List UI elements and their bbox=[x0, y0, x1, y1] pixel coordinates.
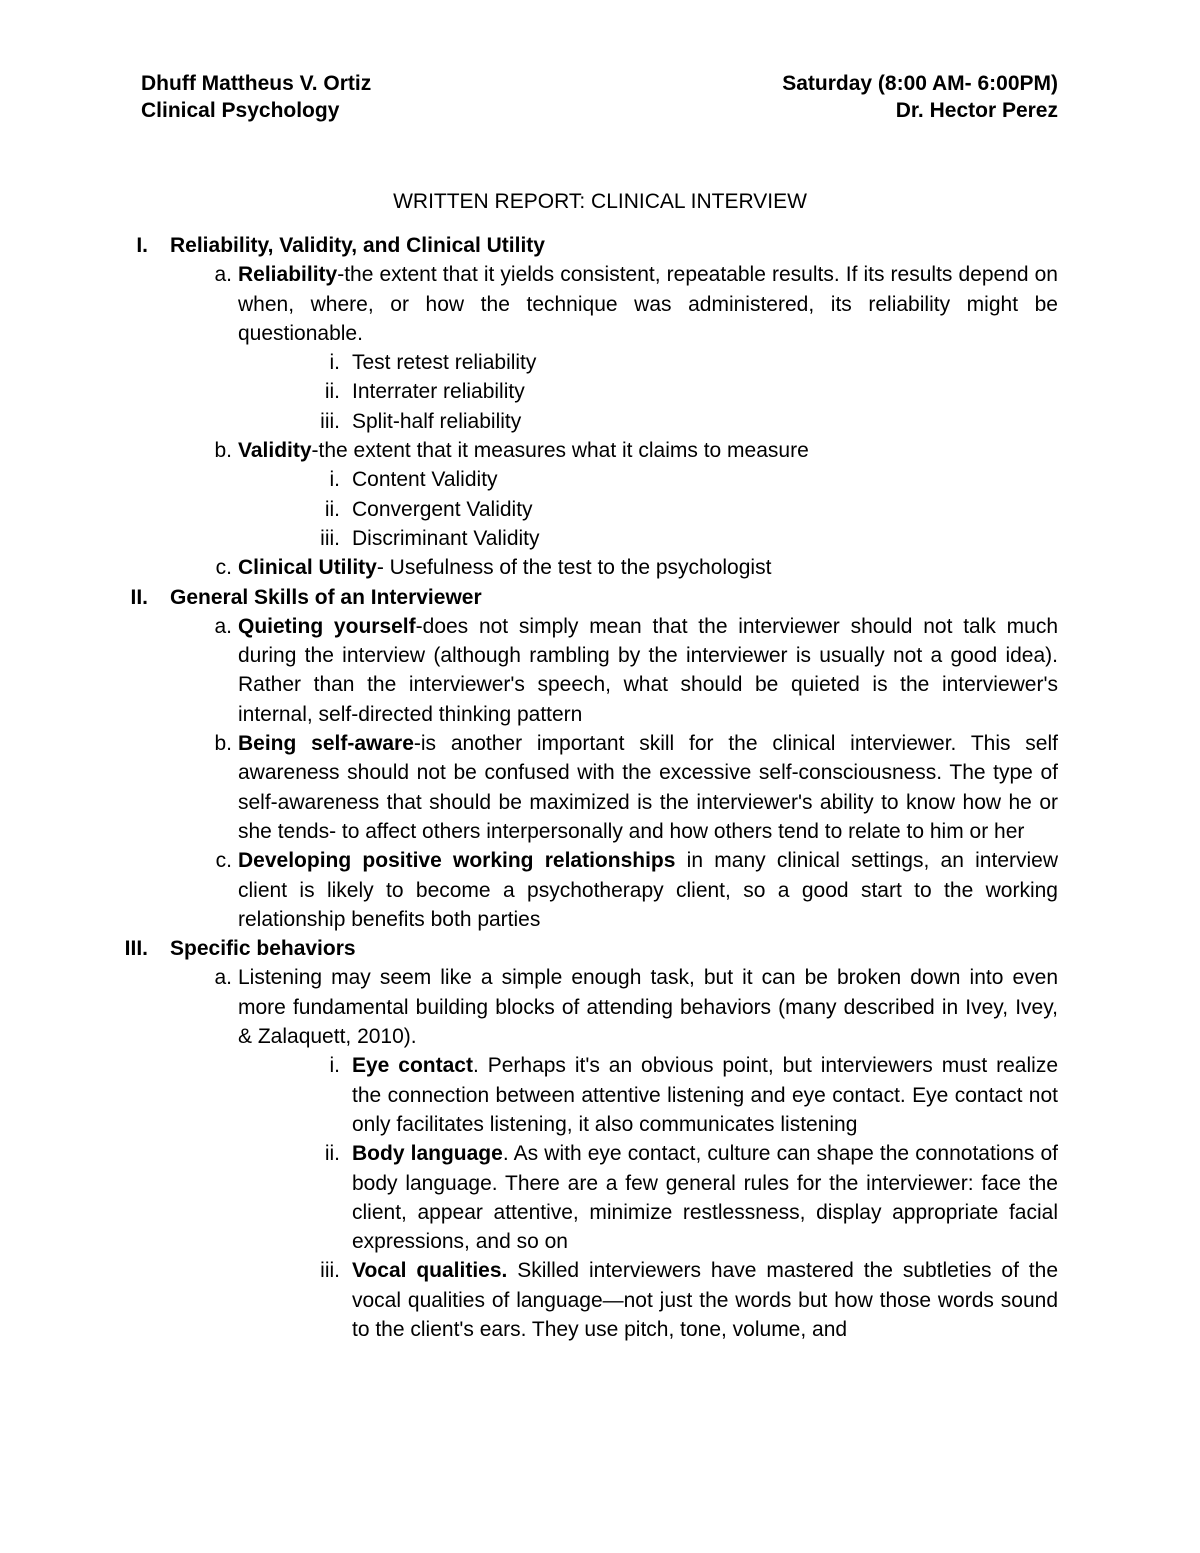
item-term: Reliability bbox=[238, 263, 338, 287]
item-text: -the extent that it measures what it claims to measure bbox=[311, 439, 809, 463]
section-title: Specific behaviors bbox=[170, 937, 356, 961]
section-title: Reliability, Validity, and Clinical Utility bbox=[170, 234, 545, 257]
section-heading bbox=[0, 934, 1200, 963]
subitem-marker: ii. bbox=[324, 497, 340, 521]
course-name: Clinical Psychology bbox=[141, 99, 340, 122]
subitem-text: Test retest reliability bbox=[352, 351, 537, 375]
outline-item bbox=[0, 963, 1200, 1051]
subitem-marker: ii. bbox=[324, 380, 340, 404]
subitem-text: Convergent Validity bbox=[352, 497, 533, 521]
outline-item bbox=[0, 612, 1200, 729]
subitem-text: Interrater reliability bbox=[352, 380, 525, 404]
section-title: General Skills of an Interviewer bbox=[170, 585, 482, 609]
item-letter: a. bbox=[214, 966, 232, 990]
outline-item bbox=[0, 846, 1200, 934]
item-term: Clinical Utility bbox=[238, 556, 377, 580]
subitem-term: Body language bbox=[352, 1142, 503, 1166]
report-title: WRITTEN REPORT: CLINICAL INTERVIEW bbox=[393, 190, 807, 213]
section-heading bbox=[0, 583, 1200, 612]
item-term: Being self-aware bbox=[238, 732, 414, 756]
item-text: -the extent that it yields consistent, repeatable results. If its results depend on when, where, or how the technique was administered, its reliability might be questionable. bbox=[238, 263, 1058, 345]
item-letter: a. bbox=[214, 614, 232, 638]
subitem-text: Discriminant Validity bbox=[352, 526, 540, 550]
student-name: Dhuff Mattheus V. Ortiz bbox=[141, 72, 372, 95]
section-numeral: I. bbox=[136, 234, 148, 257]
outline-item bbox=[0, 553, 1200, 582]
outline-body bbox=[0, 231, 1200, 1344]
outline-subitem bbox=[0, 495, 1200, 524]
subitem-marker: i. bbox=[329, 468, 340, 492]
subitem-marker: i. bbox=[329, 351, 340, 375]
item-text: Listening may seem like a simple enough task, but it can be broken down into even more fundamental building blocks of attending behaviors (many described in Ivey, Ivey, & Zalaquett, 2010). bbox=[238, 966, 1058, 1049]
subitem-marker: ii. bbox=[324, 1142, 340, 1166]
item-text: -is another important skill for the clinical interviewer. This self awareness should not be confused with the excessive self-consciousness. The type of self-awareness that should be maximized is the interviewer's ability to know how he or she tends- to affect others interpersonally and how others tend to relate to him or her bbox=[238, 732, 1058, 843]
outline-subitem bbox=[0, 407, 1200, 436]
outline-item bbox=[0, 436, 1200, 465]
item-term: Validity bbox=[238, 439, 312, 463]
item-term: Quieting yourself bbox=[238, 614, 416, 638]
item-text: - Usefulness of the test to the psychologist bbox=[376, 556, 772, 580]
outline-subitem bbox=[0, 1051, 1200, 1139]
subitem-marker: iii. bbox=[320, 409, 340, 433]
subitem-term: Vocal qualities. bbox=[352, 1259, 508, 1283]
section-heading bbox=[0, 231, 1200, 260]
subitem-text: . Perhaps it's an obvious point, but interviewers must realize the connection between attentive listening and eye contact. Eye contact not only facilitates listening, it also communicates listening bbox=[352, 1054, 1058, 1136]
outline-item bbox=[0, 729, 1200, 846]
subitem-text: . As with eye contact, culture can shape the connotations of body language. There are a few general rules for the interviewer: face the client, appear attentive, minimize restlessness, display appropriate facial expressions, and so on bbox=[352, 1142, 1058, 1254]
subitem-term: Eye contact bbox=[352, 1054, 473, 1078]
class-schedule: Saturday (8:00 AM- 6:00PM) bbox=[782, 72, 1058, 95]
item-letter: c. bbox=[215, 849, 232, 873]
subitem-marker: iii. bbox=[320, 526, 340, 550]
section-numeral: II. bbox=[130, 585, 148, 609]
subitem-text: Skilled interviewers have mastered the subtleties of the vocal qualities of language—not just the words but how those words sound to the client's ears. They use pitch, tone, volume, and bbox=[352, 1259, 1058, 1341]
outline-subitem bbox=[0, 524, 1200, 553]
subitem-text: Content Validity bbox=[352, 468, 498, 492]
outline-subitem bbox=[0, 1139, 1200, 1256]
subitem-marker: iii. bbox=[320, 1259, 340, 1283]
section-numeral: III. bbox=[124, 937, 148, 961]
item-letter: b. bbox=[214, 439, 232, 463]
item-letter: c. bbox=[215, 556, 232, 580]
outline-subitem bbox=[0, 348, 1200, 377]
item-text: in many clinical settings, an interview client is likely to become a psychotherapy client, so a good start to the working relationship benefits both parties bbox=[238, 849, 1058, 931]
item-term: Developing positive working relationships bbox=[238, 849, 676, 873]
item-letter: b. bbox=[214, 732, 232, 756]
subitem-text: Split-half reliability bbox=[352, 409, 522, 433]
outline-subitem bbox=[0, 465, 1200, 494]
subitem-marker: i. bbox=[329, 1054, 340, 1078]
outline-item bbox=[0, 260, 1200, 348]
item-letter: a. bbox=[214, 263, 232, 287]
outline-subitem bbox=[0, 377, 1200, 406]
item-text: -does not simply mean that the interviewer should not talk much during the interview (although rambling by the interviewer is usually not a good idea). Rather than the interviewer's speech, what should be quieted is the interviewer's internal, self-directed thinking pattern bbox=[238, 614, 1059, 726]
instructor-name: Dr. Hector Perez bbox=[895, 99, 1058, 122]
outline-subitem bbox=[0, 1256, 1200, 1344]
